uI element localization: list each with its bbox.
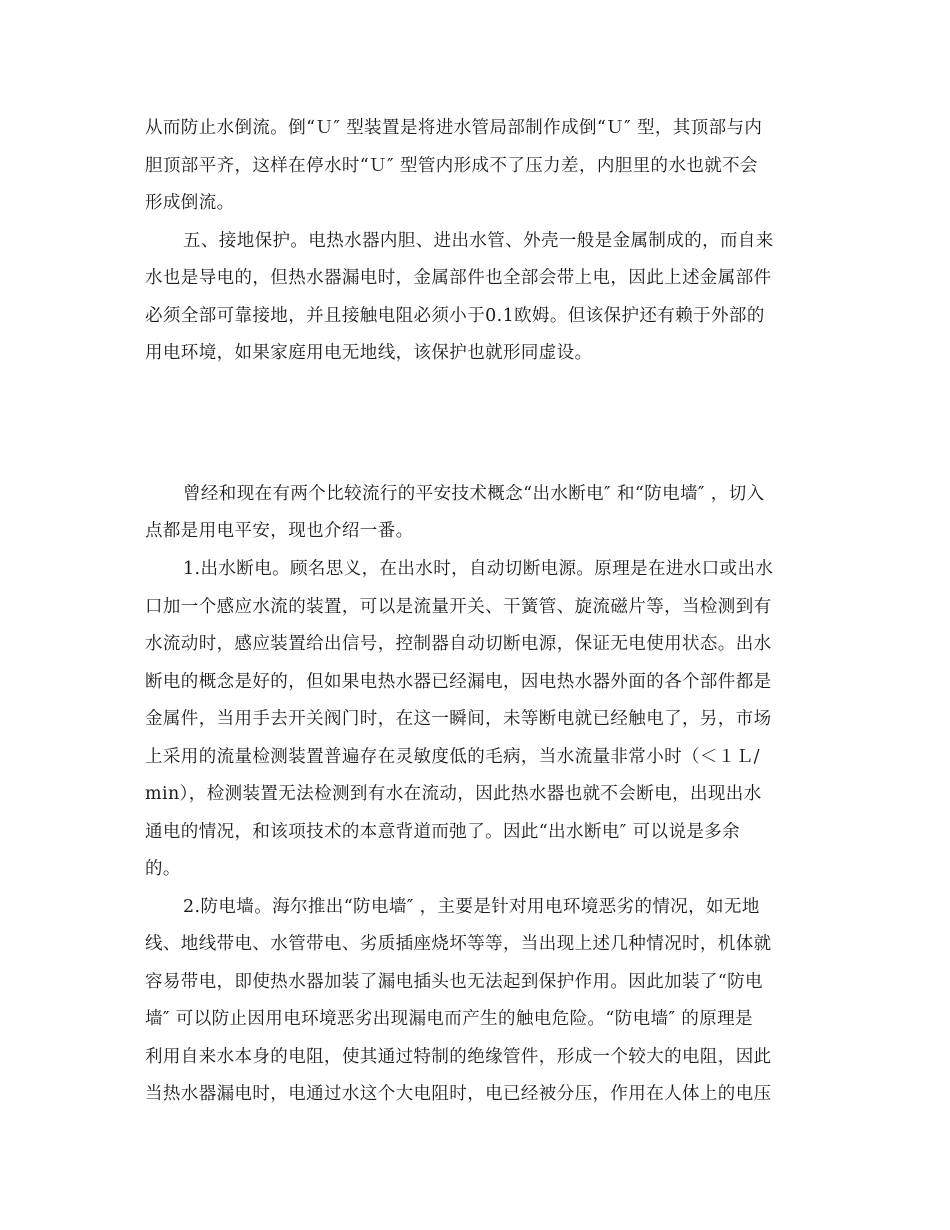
text-line: min），检测装置无法检测到有水在流动，因此热水器也就不会断电，出现出水	[145, 784, 762, 804]
text-line: 通电的情况，和该项技术的本意背道而弛了。因此“出水断电″ 可以说是多余	[145, 822, 741, 842]
text-line: 从而防止水倒流。倒“Ｕ″ 型装置是将进水管局部制作成倒“Ｕ″ 型，其顶部与内	[145, 118, 763, 138]
text-line: 当热水器漏电时，电通过水这个大电阻时，电已经被分压，作用在人体上的电压	[145, 1084, 772, 1104]
text-line: 水也是导电的，但热水器漏电时，金属部件也全部会带上电，因此上述金属部件	[145, 268, 772, 288]
text-line: 点都是用电平安，现也介绍一番。	[145, 521, 414, 541]
text-line: 口加一个感应水流的装置，可以是流量开关、干簧管、旋流磁片等，当检测到有	[145, 597, 772, 617]
text-line: 利用自来水本身的电阻，使其通过特制的绝缘管件，形成一个较大的电阻，因此	[145, 1047, 772, 1067]
text-line: 用电环境，如果家庭用电无地线，该保护也就形同虚设。	[145, 343, 593, 363]
text-line: 曾经和现在有两个比较流行的平安技术概念“出水断电″ 和“防电墙″ ，切入	[183, 484, 765, 504]
text-line: 断电的概念是好的，但如果电热水器已经漏电，因电热水器外面的各个部件都是	[145, 672, 772, 692]
text-line: 必须全部可靠接地，并且接触电阻必须小于0.1欧姆。但该保护还有赖于外部的	[145, 306, 765, 326]
text-line: 2.防电墙。海尔推出“防电墙″ ，主要是针对用电环境恶劣的情况，如无地	[183, 897, 760, 917]
text-line: 五、接地保护。电热水器内胆、进出水管、外壳一般是金属制成的，而自来	[183, 231, 774, 251]
text-line: 胆顶部平齐，这样在停水时“Ｕ″ 型管内形成不了压力差，内胆里的水也就不会	[145, 156, 758, 176]
text-line: 上采用的流量检测装置普遍存在灵敏度低的毛病，当水流量非常小时（＜１Ｌ/	[145, 747, 760, 767]
text-line: 1.出水断电。顾名思义，在出水时，自动切断电源。原理是在进水口或出水	[183, 559, 774, 579]
text-line: 容易带电，即使热水器加装了漏电插头也无法起到保护作用。因此加装了“防电	[145, 972, 763, 992]
text-line: 墙″ 可以防止因用电环境恶劣出现漏电而产生的触电危险。“防电墙″ 的原理是	[145, 1009, 753, 1029]
text-line: 线、地线带电、水管带电、劣质插座烧坏等等，当出现上述几种情况时，机体就	[145, 934, 772, 954]
text-line: 水流动时，感应装置给出信号，控制器自动切断电源，保证无电使用状态。出水	[145, 634, 772, 654]
text-line: 形成倒流。	[145, 193, 235, 213]
text-line: 的。	[145, 859, 181, 879]
text-line: 金属件，当用手去开关阀门时，在这一瞬间，未等断电就已经触电了，另，市场	[145, 709, 772, 729]
